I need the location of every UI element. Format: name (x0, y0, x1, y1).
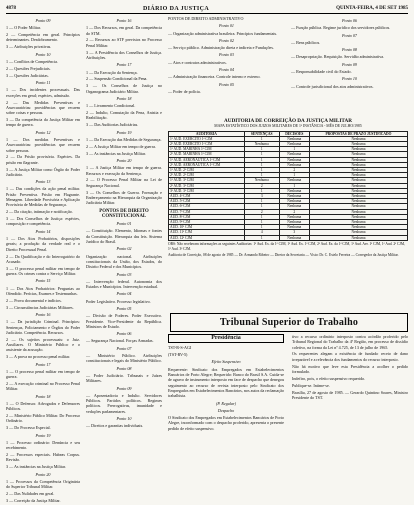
table-cell: 2 (244, 183, 279, 188)
column-2 (86, 16, 162, 430)
table-cell: 1 (244, 162, 279, 167)
paragraph: 3 — A Presidência dos Conselhos de Justiça. Atribuições. (86, 49, 162, 60)
item-heading: Ponto 04 (219, 67, 234, 73)
paragraph: Não há motivo que leve esta Presidência a acolher o pedido formulado. (292, 363, 408, 374)
table-cell: Nenhuma (309, 204, 407, 209)
section-heading: PONTOS DE DIREITO ADMINISTRATIVO (168, 16, 244, 21)
paragraph: 1 — Conflitos de Competência. (6, 58, 58, 64)
table-cell: AUD. 6ª CJM (169, 204, 245, 209)
item-heading: Ponto 18 (35, 393, 51, 399)
presidencia-right-column (292, 334, 408, 402)
table-cell: Nenhuma (279, 194, 309, 199)
paragraph: 1 — Processos da Competência Originária do Superior Tribunal Militar. (6, 478, 80, 490)
table-header-row (169, 131, 408, 136)
table-cell: Nenhuma (309, 188, 407, 193)
table-cell: Nenhuma (309, 235, 407, 240)
item-heading: (P. Regular) (216, 400, 236, 406)
table-cell: 1 (244, 188, 279, 193)
table-cell: 1ª AUD. 3ª CJM (169, 178, 245, 183)
table-cell: Nenhuma (279, 136, 309, 141)
page-number: 4878 (6, 6, 16, 11)
table-cell: 1 (244, 136, 279, 141)
table-cell: Nenhuma (279, 220, 309, 225)
paragraph: 1 — O processo penal militar em tempo de guerra. (6, 368, 80, 380)
paragraph: 1 — Dos Recursos, em geral. Da competência do STM. (86, 25, 162, 36)
paragraph: — Controle jurisdicional dos atos administrativos. (291, 83, 374, 89)
paragraph: 2 — A execução criminal no Processo Penal Militar. (6, 381, 80, 392)
paragraph: 1 — Livramento Condicional. (86, 103, 136, 109)
paragraph: 1 — Dos Atos Probatórios: Perguntas ao Ofendido. Perícias, Exames e Testemunhas. (6, 285, 80, 296)
paragraph: 1 — Das condições da ação penal militar. Prisão Preventiva. Prisão em Flagrante. Menagem. Liberdade Provisória e Aplicação Provisória de Medidas de Segurança. (6, 186, 80, 208)
table-cell: Nenhuma (279, 188, 309, 193)
paragraph: 3 — Questões Judiciárias. (6, 72, 49, 78)
auditoria-observation: OBS: Não receberam informações as seguintes Auditorias: 1ª Aud. Ex. da 1ª CJM, 1ª Aud. Ex. 1ª CJM, 2ª Aud. Ex. da 1ª CJM, 1ª Aud. Aer. 1ª CJM, 1ª Aud. 2ª CJM, 1ª Aud. 3ª CJM. (168, 242, 405, 251)
table-cell: Nenhuma (309, 209, 407, 214)
paragraph: Brasília, 27 de agosto de 1985. — Gerardo Quintino Soares, Ministro Presidente do TST. (292, 389, 408, 400)
item-heading: Ponto 03 (219, 52, 234, 58)
paragraph: — Direitos e garantias individuais. (86, 423, 144, 429)
paragraph: 2 — Competência em geral. Princípios determinantes. Desdobramento. (6, 32, 80, 43)
item-heading: Ponto 12 (35, 129, 51, 135)
table-cell: Nenhuma (309, 230, 407, 235)
item-heading: Despacho (217, 407, 235, 413)
paragraph: — Desapropriação. Requisição. Servidão administrativa. (291, 54, 385, 60)
paragraph: 2 — Da citação, intimação e notificação. (6, 209, 73, 215)
paragraph: — Bens públicos. (291, 39, 321, 45)
item-heading: Ponto 09 (35, 18, 51, 23)
item-heading: Ponto 01 (116, 221, 132, 227)
paragraph: 3 — As instâncias na Justiça Militar. (6, 464, 66, 470)
column-3 (168, 16, 285, 96)
table-cell: 1ª AUD. EXÉRCITO 1ª CJM (169, 136, 245, 141)
column-4 (291, 16, 408, 96)
paragraph: 2 — Da Qualificação e do Interrogatório do Acusado. (6, 253, 80, 264)
table-cell: 4 (244, 230, 279, 235)
table-cell: 2 (279, 209, 309, 214)
table-cell: Nenhuma (309, 214, 407, 219)
paragraph: 1 — O Poder Militar. (6, 25, 41, 31)
column-1 (6, 16, 80, 505)
paragraph: — Administração financeira. Controle interno e externo. (168, 74, 261, 80)
table-cell: 3ª AUD. 3ª CJM (169, 188, 245, 193)
paragraph: 3 — Os Conselhos de Justiça no Organograma Judiciário Militar. (86, 83, 162, 94)
paragraph: (TST-RV-5) (168, 352, 188, 358)
paragraph: 2 — Das Medidas Preventivas e Assecuratórias: providências que recaem sobre coisas e pessoas. (6, 99, 80, 116)
table-cell: AUD. 11ª CJM (169, 230, 245, 235)
paragraph: 3 — Da competência da Justiça Militar em tempo de guerra. (6, 117, 80, 128)
table-cell: Nenhuma (309, 173, 407, 178)
paragraph: 3 — Circunstâncias Judiciárias Militares. (6, 304, 74, 310)
paragraph: 2 — Suspensão Condicional da Pena. (86, 76, 148, 82)
item-heading: Ponto 05 (116, 306, 132, 311)
table-cell: 1 (244, 225, 279, 230)
auditoria-section (168, 118, 408, 257)
paragraph: Publique-se. Intime-se. (292, 382, 330, 388)
item-heading: Ponto 09 (116, 385, 132, 391)
item-heading: Ponto 02 (116, 246, 132, 252)
paragraph: — Atos e contratos administrativos. (168, 59, 227, 65)
presidencia-left-text (168, 345, 284, 431)
table-cell: 1 (244, 152, 279, 157)
table-cell: 1 (244, 173, 279, 178)
paragraph: — Responsabilidade civil do Estado. (291, 69, 352, 75)
item-heading: Ponto 10 (35, 51, 51, 57)
table-cell: 1 (279, 183, 309, 188)
table-cell: AUD. 8ª CJM (169, 214, 245, 219)
table-cell: Nenhuma (279, 157, 309, 162)
table-cell: 2ª AUD. AERONÁUTICA 1ª CJM (169, 162, 245, 167)
item-heading: Ponto 16 (116, 18, 132, 23)
table-cell: Nenhuma (309, 194, 407, 199)
paragraph: — Serviço público. Administração direta e indireta e Fundações. (168, 45, 274, 51)
paragraph: 3 — Do Processo Especial. (6, 425, 51, 431)
table-cell: 1 (244, 220, 279, 225)
table-cell: 2 (244, 209, 279, 214)
table-cell: AUD. 12ª CJM (169, 235, 245, 240)
table-cell: 1 (279, 173, 309, 178)
item-heading: Ponto 07 (342, 32, 357, 38)
paragraph: 1 — A Justiça Militar em tempo de guerra. Recursos e execução da Sentença. (86, 165, 162, 176)
auditoria-signature: Auditoria de Correição, 08 de agosto de 1985 — Dr. Armando Ribeiro — Diretor da Secretaria — Visto: Dr. C. Estelo Ferreira — Corregedor da Justiça Militar. (168, 252, 399, 257)
table-cell: 2ª AUD. EXÉRCITO 1ª CJM (169, 142, 245, 147)
table-cell: Nenhuma (279, 199, 309, 204)
auditoria-table (168, 131, 408, 241)
paragraph: 3 — As instâncias na Justiça Militar. (86, 150, 146, 156)
item-heading: Ponto 17 (35, 361, 51, 367)
paragraph: 1 — Da jurisdição Criminal. Princípios: Sentenças, Policiamento e Órgãos do Poder Judiciário. Competência. Recursos. (6, 319, 80, 335)
table-cell: AUD. 9ª CJM (169, 220, 245, 225)
table-cell: Nenhuma (309, 152, 407, 157)
section-heading: PONTOS DE DIREITO CONSTITUCIONAL (99, 208, 149, 219)
paragraph: 2 — Da Prisão provisória. Espécies. Da prisão em flagrante. (6, 154, 80, 165)
paragraph: 1 — O Defensor. Advogados e Defensores Públicos. (6, 400, 80, 412)
table-cell: Nenhuma (279, 178, 309, 183)
paragraph: 2 — Recursos ao STF previstos no Processo Penal Militar. (86, 37, 162, 48)
paragraph: 3 — Atribuições privativas. (6, 44, 52, 50)
item-heading: Ponto 20 (116, 157, 132, 163)
table-cell: 2ª AUD. MARINHA 1ª CJM (169, 152, 245, 157)
table-cell: Nenhuma (244, 178, 279, 183)
paragraph: — Organização administrativa brasileira. Princípios fundamentais. (168, 30, 278, 36)
paragraph: 2 — Processos especiais. Habeas Corpus. Revisão. (6, 452, 80, 463)
issue-date: QUINTA-FEIRA, 4 DE SET 1985 (336, 6, 408, 11)
item-heading: Ponto 19 (116, 129, 132, 135)
item-heading: Ponto 14 (35, 228, 51, 234)
paragraph: 1 — Dos Atos Probatórios, disposições gerais; a produção da verdade real e o Direito Processual Penal. (6, 236, 80, 252)
item-heading: Ponto 18 (116, 95, 132, 101)
table-cell: 1 (244, 147, 279, 152)
table-cell: Nenhuma (309, 183, 407, 188)
item-heading: Ponto 05 (219, 81, 234, 87)
item-heading: Ponto 11 (35, 80, 51, 86)
paragraph: 3 — Os Conselhos de Guerra. Formação e Endereçamento na Hierarquia da Organização Judiciária Militar. (86, 189, 162, 206)
item-heading: Efeito Suspensivo (211, 359, 241, 365)
item-heading: Ponto 04 (116, 291, 132, 297)
paragraph: 3 — A Justiça Militar como Órgão do Poder Judiciário. (6, 166, 80, 177)
table-cell: AUD. 4ª CJM (169, 194, 245, 199)
paragraph: 3 — A prova no processo penal militar. (6, 354, 71, 360)
item-heading: Ponto 08 (116, 365, 132, 371)
item-heading: Ponto 06 (116, 331, 132, 337)
table-cell: Nenhuma (309, 225, 407, 230)
item-heading: Ponto 19 (35, 432, 51, 438)
table-cell: Nenhuma (309, 168, 407, 173)
table-cell: 1ª AUD. AERONÁUTICA 1ª CJM (169, 157, 245, 162)
table-cell: AUD. 7ª CJM (169, 209, 245, 214)
table-header-cell: PROPOSTAS DE PRAZO JUSTIFICADO (309, 131, 407, 136)
paragraph: 1 — Dos medidas Preventivas e Assecuratórias: providências que recaem sobre pessoas. (6, 136, 80, 153)
paragraph: Requerente: Sindicato dos Empregados em Estabelecimentos Bancários de Porto Alegre; Requerido: Banco do Brasil S.A. Cuida-se de agravo de instrumento interposto em face de despacho que denegou seguimento ao recurso de revista interposto pelo Sindicato dos Empregados em Estabelecimentos Bancários, nos autos da reclamação trabalhista. (168, 366, 284, 399)
table-row (169, 235, 408, 240)
table-cell: 1 (244, 157, 279, 162)
paragraph: — Aposentadoria e Indulto. Servidores Públicos. Partidos políticos. Regimes políticos. Prerrogativas, imunidade e vedações parlamentares. (86, 392, 162, 414)
item-heading: Ponto 02 (219, 37, 234, 43)
paragraph: 3 — Dos Conselhos de Justiça: espécies, composição e competência. (6, 216, 80, 227)
paragraph: 2 — Ministério Público Militar. Do Processo Ordinário. (6, 413, 80, 424)
paragraph: Poder Legislativo. Processo legislativo. (86, 298, 151, 304)
table-cell: AUD. 5ª CJM (169, 199, 245, 204)
paragraph: 3 — Das Auditorias Judiciárias. (86, 122, 139, 128)
item-heading: Ponto 07 (116, 345, 132, 351)
paragraph: — Divisão de Poderes. Poder Executivo. Presidente. Vice-Presidente da República. Ministros de Estado. (86, 313, 162, 329)
item-heading: Ponto 10 (342, 76, 357, 82)
table-cell: Nenhuma (309, 157, 407, 162)
paragraph: tivo a recurso ordinário interposto contra acórdão proferido pelo Tribunal Regional do Trabalho da 4ª Região, em processo de dissídio coletivo, na forma da Lei nº 4.725, de 13 de julho de 1965. (292, 334, 408, 350)
paragraph: 2 — Indulto, Comutação da Pena, Anistia e Reabilitação. (86, 110, 162, 121)
auditoria-subtitle: MAPA ESTATÍSTICO DOS JUIZOS MILITARES DE 1ª INSTÂNCIA - MÊS DE JULHO/1985 (214, 124, 362, 128)
page-header (6, 4, 408, 14)
table-cell: 1ª AUD. 2ª CJM (169, 168, 245, 173)
paragraph: 2 — A Justiça Militar em tempo de guerra. (86, 143, 156, 149)
paragraph: 3 — O processo penal militar em tempo de guerra. Os crimes contra o Serviço Militar. (6, 265, 80, 276)
paragraph: — Função pública. Regime jurídico dos servidores públicos. (291, 25, 391, 31)
table-header-cell: DECISÕES (279, 131, 309, 136)
table-cell: Nenhuma (279, 235, 309, 240)
table-cell: Nenhuma (279, 142, 309, 147)
paragraph: — Ministério Público. Atribuições constitucionais e legais do Ministério Público. (86, 353, 162, 364)
table-cell: Nenhuma (309, 142, 407, 147)
table-cell: 1 (244, 235, 279, 240)
auditoria-title: AUDITORIA DE CORREIÇÃO DA JUSTIÇA MILITAR (224, 118, 352, 124)
paragraph: — Poder de polícia. (168, 88, 201, 94)
table-cell: Nenhuma (279, 162, 309, 167)
table-header-cell: AUDITORIA (169, 131, 245, 136)
item-heading: Ponto 01 (219, 23, 234, 29)
paragraph: 1 — Da Execução da Sentença. (86, 69, 138, 75)
presidencia-left-column (168, 334, 284, 433)
paragraph: O Sindicato dos Empregados em Estabelecimentos Bancários de Porto Alegre, inconformado com o despacho proferido, apresenta o presente pedido de efeito suspensivo. (168, 415, 284, 431)
paragraph: 2 — Prova documental e indícios. (6, 297, 62, 303)
table-cell: AUD. 10ª CJM (169, 225, 245, 230)
table-cell: 1 (244, 204, 279, 209)
admin-law-section (168, 16, 408, 96)
item-heading: Ponto 16 (35, 311, 51, 317)
item-heading: Ponto 15 (35, 278, 51, 284)
paragraph: Organização nacional. Atribuições constitucionais da União, dos Estados, do Distrito Federal e dos Municípios. (86, 253, 162, 270)
table-cell: 2ª AUD. 2ª CJM (169, 173, 245, 178)
item-heading: Ponto 10 (116, 416, 132, 422)
table-cell: Nenhuma (309, 178, 407, 183)
paragraph: — Constituição. Elemento, Idiomas e fontes da Constituição. Hierarquia das leis. Sistema Jurídico do Brasil. (86, 228, 162, 245)
paragraph: — Segurança Nacional. Forças Armadas. (86, 338, 154, 344)
table-cell: 1ª AUD. MARINHA 1ª CJM (169, 147, 245, 152)
paragraph: TST-R-S-AGI (168, 345, 192, 351)
paragraph: 1 — Da Execução das Medidas de Segurança. (86, 136, 162, 142)
presidencia-heading: Presidência (168, 334, 284, 343)
item-heading: Ponto 08 (342, 47, 357, 53)
paragraph: 3 — Correição da Justiça Militar. (6, 497, 61, 503)
table-cell: 1 (244, 214, 279, 219)
table-cell: Nenhuma (279, 225, 309, 230)
tst-section-title: Tribunal Superior do Trabalho (170, 313, 408, 332)
paragraph: Os requerentes alegam a existência de fundado receio de dano irreparável e a relevância dos fundamentos do recurso interposto. (292, 351, 408, 362)
table-cell: 1 (279, 147, 309, 152)
paragraph: 2 — Das Nulidades em geral. (6, 491, 55, 497)
paragraph: Indefiro, pois, o efeito suspensivo requerido. (292, 375, 366, 381)
paragraph: 2 — Questões Prejudiciais. (6, 65, 51, 71)
table-cell: Nenhuma (309, 147, 407, 152)
paragraph: 1 — Dos incidentes processuais. Das exceções em geral; espécies, admissão. (6, 87, 80, 98)
table-cell: Nenhuma (309, 162, 407, 167)
table-cell: Nenhuma (279, 204, 309, 209)
item-heading: Ponto 06 (342, 18, 357, 23)
table-cell: Nenhuma (244, 142, 279, 147)
table-cell: Nenhuma (309, 136, 407, 141)
table-cell: 3 (279, 230, 309, 235)
item-heading: Ponto 09 (342, 61, 357, 67)
paragraph: 1 — Processo ordinário: Denúncia e seu recebimento. (6, 439, 80, 451)
table-cell: Nenhuma (279, 214, 309, 219)
table-cell: 2 (279, 168, 309, 173)
paragraph: 2 — Os sujeitos processuais: o Juiz. Auxiliares. O Ministério Público e o assistente da acusação. (6, 336, 80, 353)
table-cell: 1 (244, 168, 279, 173)
table-cell: Nenhuma (309, 199, 407, 204)
item-heading: Ponto 17 (116, 62, 132, 68)
table-cell: Nenhuma (279, 152, 309, 157)
item-heading: Ponto 03 (116, 271, 132, 277)
table-cell: 3 (244, 194, 279, 199)
table-body (169, 136, 408, 240)
paragraph: — Poder Judiciário. Tribunais e Juízes Militares. (86, 372, 162, 384)
table-cell: 2ª AUD. 3ª CJM (169, 183, 245, 188)
paragraph: 2 — O Processo Penal Militar na Lei de Segurança Nacional. (86, 177, 162, 188)
item-heading: Ponto 20 (35, 471, 51, 477)
table-header-cell: SENTENÇAS (244, 131, 279, 136)
table-cell: Nenhuma (309, 220, 407, 225)
item-heading: Ponto 13 (35, 179, 51, 185)
newspaper-title: DIÁRIO DA JUSTIÇA (142, 5, 210, 12)
paragraph: — Intervenção federal. Autonomia dos Estados e Municípios. Intervenção estadual. (86, 278, 162, 290)
table-cell: 1 (244, 199, 279, 204)
